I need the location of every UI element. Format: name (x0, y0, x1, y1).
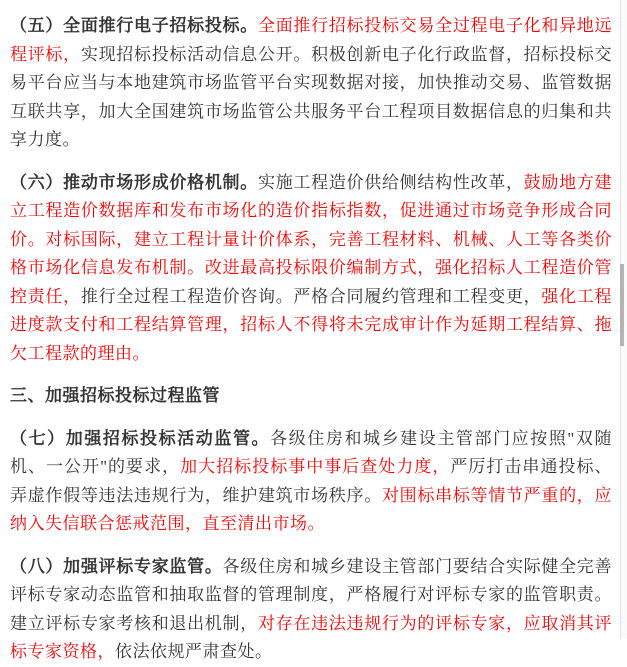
text-segment: 全面推行招标投标交易全过程电子化和异地远程评标， (10, 16, 613, 64)
section-heading (10, 382, 612, 411)
paragraph (10, 425, 612, 539)
paragraph (10, 553, 612, 667)
text-segment: 对存在违法违规行为的评标专家，应取消其评标专家资格， (10, 613, 613, 661)
paragraph (10, 12, 612, 155)
text-segment: （八）加强评标专家监管。 (10, 556, 223, 576)
scrollbar[interactable] (620, 0, 627, 639)
text-segment: 实施工程造价供给侧结构性改革， (257, 172, 524, 192)
text-segment: 各级住房和城乡建设主管部门要结合实际健全完善评标专家动态监管和抽取监督的管理制度，严格履行对评标专家的监管职责。建立评标专家考核和退出机制， (10, 556, 613, 633)
text-segment: 鼓励地方建立工程造价数据库和发布市场化的造价指标指数，促进通过市场竞争形成合同价。对标国际，建立工程计量计价体系，完善工程材料、机械、人工等各类价格市场化信息发布机制。改进最高投标限价编制方式，强化招标人工程造价管控责任， (10, 172, 613, 306)
text-segment: 强化工程进度款支付和工程结算管理，招标人不得将未完成审计作为延期工程结算、拖欠工程款的理由。 (10, 286, 613, 363)
text-segment: 实现招标投标活动信息公开。积极创新电子化行政监督，招标投标交易平台应当与本地建筑市场监管平台实现数据对接，加快推动交易、监管数据互联共享，加大全国建筑市场监管公共服务平台工程项目数据信息的归集和共享力度。 (10, 44, 613, 149)
text-segment: （五）全面推行电子招标投标。 (10, 16, 258, 35)
text-segment: 对围标串标等情节严重的，应纳入失信联合惩戒范围，直至清出市场。 (10, 485, 613, 533)
text-segment: （七）加强招标投标活动监管。 (10, 428, 271, 448)
text-segment: （六）推动市场形成价格机制。 (10, 172, 258, 192)
scrollbar-thumb[interactable] (620, 264, 624, 346)
text-segment: 严厉打击串通投标、弄虚作假等违法违规行为，维护建筑市场秩序。 (10, 457, 612, 505)
text-segment: 推行全过程工程造价咨询。严格合同履约管理和工程变更， (80, 286, 542, 306)
text-segment: 依法依规严肃查处。 (115, 642, 273, 661)
text-segment: 各级住房和城乡建设主管部门应按照"双随机、一公开"的要求， (10, 428, 612, 476)
text-segment: 三、加强招标投标过程监管 (10, 386, 220, 405)
paragraph (10, 169, 612, 369)
text-segment: 加大招标投标事中事后查处力度， (180, 457, 451, 476)
